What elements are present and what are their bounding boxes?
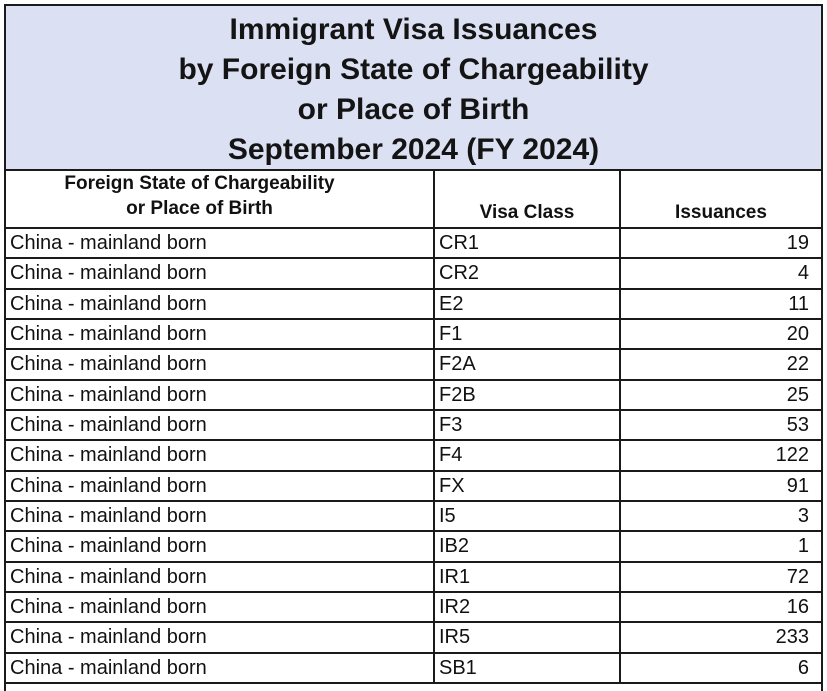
title-line-3: or Place of Birth	[297, 93, 530, 126]
visa-class-cell: CR2	[435, 259, 621, 287]
country-cell: China - mainland born	[6, 259, 435, 287]
country-cell: China - mainland born	[6, 593, 435, 621]
visa-class-cell: IB2	[435, 532, 621, 560]
table-row	[6, 290, 821, 320]
visa-class-cell: IR5	[435, 623, 621, 651]
issuances-cell: 11	[788, 292, 809, 315]
visa-class-cell: IR1	[435, 563, 621, 591]
table-header-row	[6, 171, 821, 229]
table-row	[6, 229, 821, 259]
title-line-4: September 2024 (FY 2024)	[227, 133, 600, 166]
table-row	[6, 593, 821, 623]
visa-class-cell: E2	[435, 290, 621, 318]
country-cell: China - mainland born	[6, 229, 435, 257]
table-title	[6, 6, 821, 171]
country-cell: China - mainland born	[6, 290, 435, 318]
table-row	[6, 623, 821, 653]
visa-issuance-table	[4, 4, 823, 691]
issuances-cell: 16	[786, 595, 809, 618]
country-cell: China - mainland born	[6, 472, 435, 500]
header-country	[6, 171, 435, 227]
table-row	[6, 320, 821, 350]
table-row	[6, 532, 821, 562]
visa-class-cell: SB1	[435, 654, 621, 682]
table-row	[6, 411, 821, 441]
table-row	[6, 441, 821, 471]
table-row	[6, 654, 821, 684]
header-visa-class-label: Visa Class	[479, 202, 575, 223]
visa-class-cell: F2B	[435, 381, 621, 409]
visa-class-cell: F2A	[435, 350, 621, 378]
issuances-cell: 91	[786, 474, 809, 497]
header-issuances	[621, 171, 821, 227]
visa-class-cell: CR1	[435, 229, 621, 257]
header-visa-class	[435, 171, 621, 227]
table-row	[6, 563, 821, 593]
header-country-line-2: or Place of Birth	[126, 198, 273, 219]
title-line-2: by Foreign State of Chargeability	[178, 53, 649, 86]
issuances-cell: 122	[775, 444, 809, 467]
issuances-cell: 233	[775, 626, 809, 649]
issuances-cell: 20	[786, 322, 809, 345]
table-row	[6, 381, 821, 411]
country-cell: China - mainland born	[6, 411, 435, 439]
table-row	[6, 259, 821, 289]
issuances-cell: 72	[786, 565, 809, 588]
issuances-cell: 25	[786, 383, 809, 406]
visa-class-cell: IR2	[435, 593, 621, 621]
header-country-line-1: Foreign State of Chargeability	[64, 173, 335, 194]
country-cell: China - mainland born	[6, 441, 435, 469]
table-row	[6, 502, 821, 532]
issuances-cell: 6	[797, 656, 809, 679]
country-cell: China - mainland born	[6, 350, 435, 378]
table-body	[6, 229, 821, 684]
country-cell: China - mainland born	[6, 623, 435, 651]
issuances-cell: 4	[797, 262, 809, 285]
visa-class-cell: F3	[435, 411, 621, 439]
visa-class-cell: I5	[435, 502, 621, 530]
issuances-cell: 19	[786, 232, 809, 254]
issuances-cell: 3	[797, 504, 809, 527]
title-line-1: Immigrant Visa Issuances	[229, 13, 598, 46]
issuances-cell: 1	[797, 535, 809, 558]
table-row	[6, 350, 821, 380]
issuances-cell: 22	[786, 353, 809, 376]
visa-class-cell: F4	[435, 441, 621, 469]
header-issuances-label: Issuances	[675, 202, 767, 223]
country-cell: China - mainland born	[6, 563, 435, 591]
table-row	[6, 472, 821, 502]
issuances-cell: 53	[786, 413, 809, 436]
visa-class-cell: FX	[435, 472, 621, 500]
country-cell: China - mainland born	[6, 502, 435, 530]
country-cell: China - mainland born	[6, 381, 435, 409]
country-cell: China - mainland born	[6, 320, 435, 348]
visa-class-cell: F1	[435, 320, 621, 348]
country-cell: China - mainland born	[6, 654, 435, 682]
country-cell: China - mainland born	[6, 532, 435, 560]
